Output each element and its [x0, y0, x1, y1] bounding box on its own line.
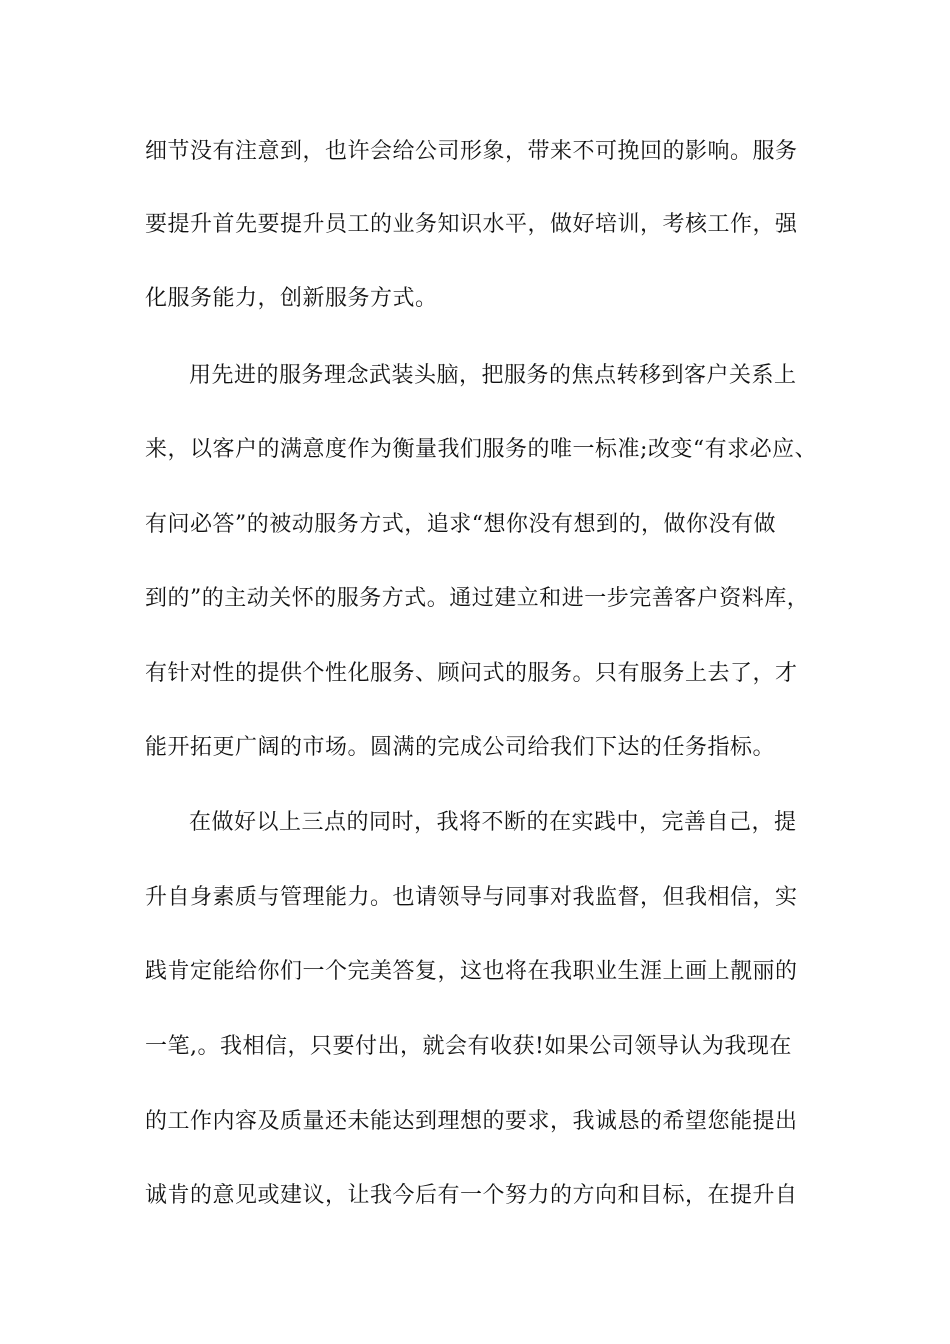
text-line: 践肯定能给你们一个完美答复，这也将在我职业生涯上画上靓丽的 — [145, 959, 798, 984]
text-line: 要提升首先要提升员工的业务知识水平，做好培训，考核工作，强 — [145, 212, 798, 237]
paragraph-first-line: 在做好以上三点的同时，我将不断的在实践中，完善自己，提 — [189, 810, 797, 835]
text-line: 一笔,。我相信，只要付出，就会有收获!如果公司领导认为我现在 — [145, 1034, 792, 1059]
text-line: 的工作内容及质量还未能达到理想的要求，我诚恳的希望您能提出 — [145, 1109, 798, 1134]
text-line: 化服务能力，创新服务方式。 — [145, 286, 438, 311]
text-line: 细节没有注意到，也许会给公司形象，带来不可挽回的影响。服务 — [145, 139, 798, 164]
paragraph-first-line: 用先进的服务理念武装头脑，把服务的焦点转移到客户关系上 — [189, 363, 797, 388]
text-line: 来，以客户的满意度作为衡量我们服务的唯一标准;改变“有求必应、 — [145, 437, 818, 462]
text-line: 诚肯的意见或建议，让我今后有一个努力的方向和目标，在提升自 — [145, 1183, 798, 1208]
text-line: 升自身素质与管理能力。也请领导与同事对我监督，但我相信，实 — [145, 885, 798, 910]
text-line: 到的”的主动关怀的服务方式。通过建立和进一步完善客户资料库， — [145, 586, 810, 611]
text-line: 能开拓更广阔的市场。圆满的完成公司给我们下达的任务指标。 — [145, 735, 776, 760]
text-line: 有问必答”的被动服务方式，追求“想你没有想到的，做你没有做 — [145, 512, 776, 537]
text-line: 有针对性的提供个性化服务、顾问式的服务。只有服务上去了，才 — [145, 661, 798, 686]
